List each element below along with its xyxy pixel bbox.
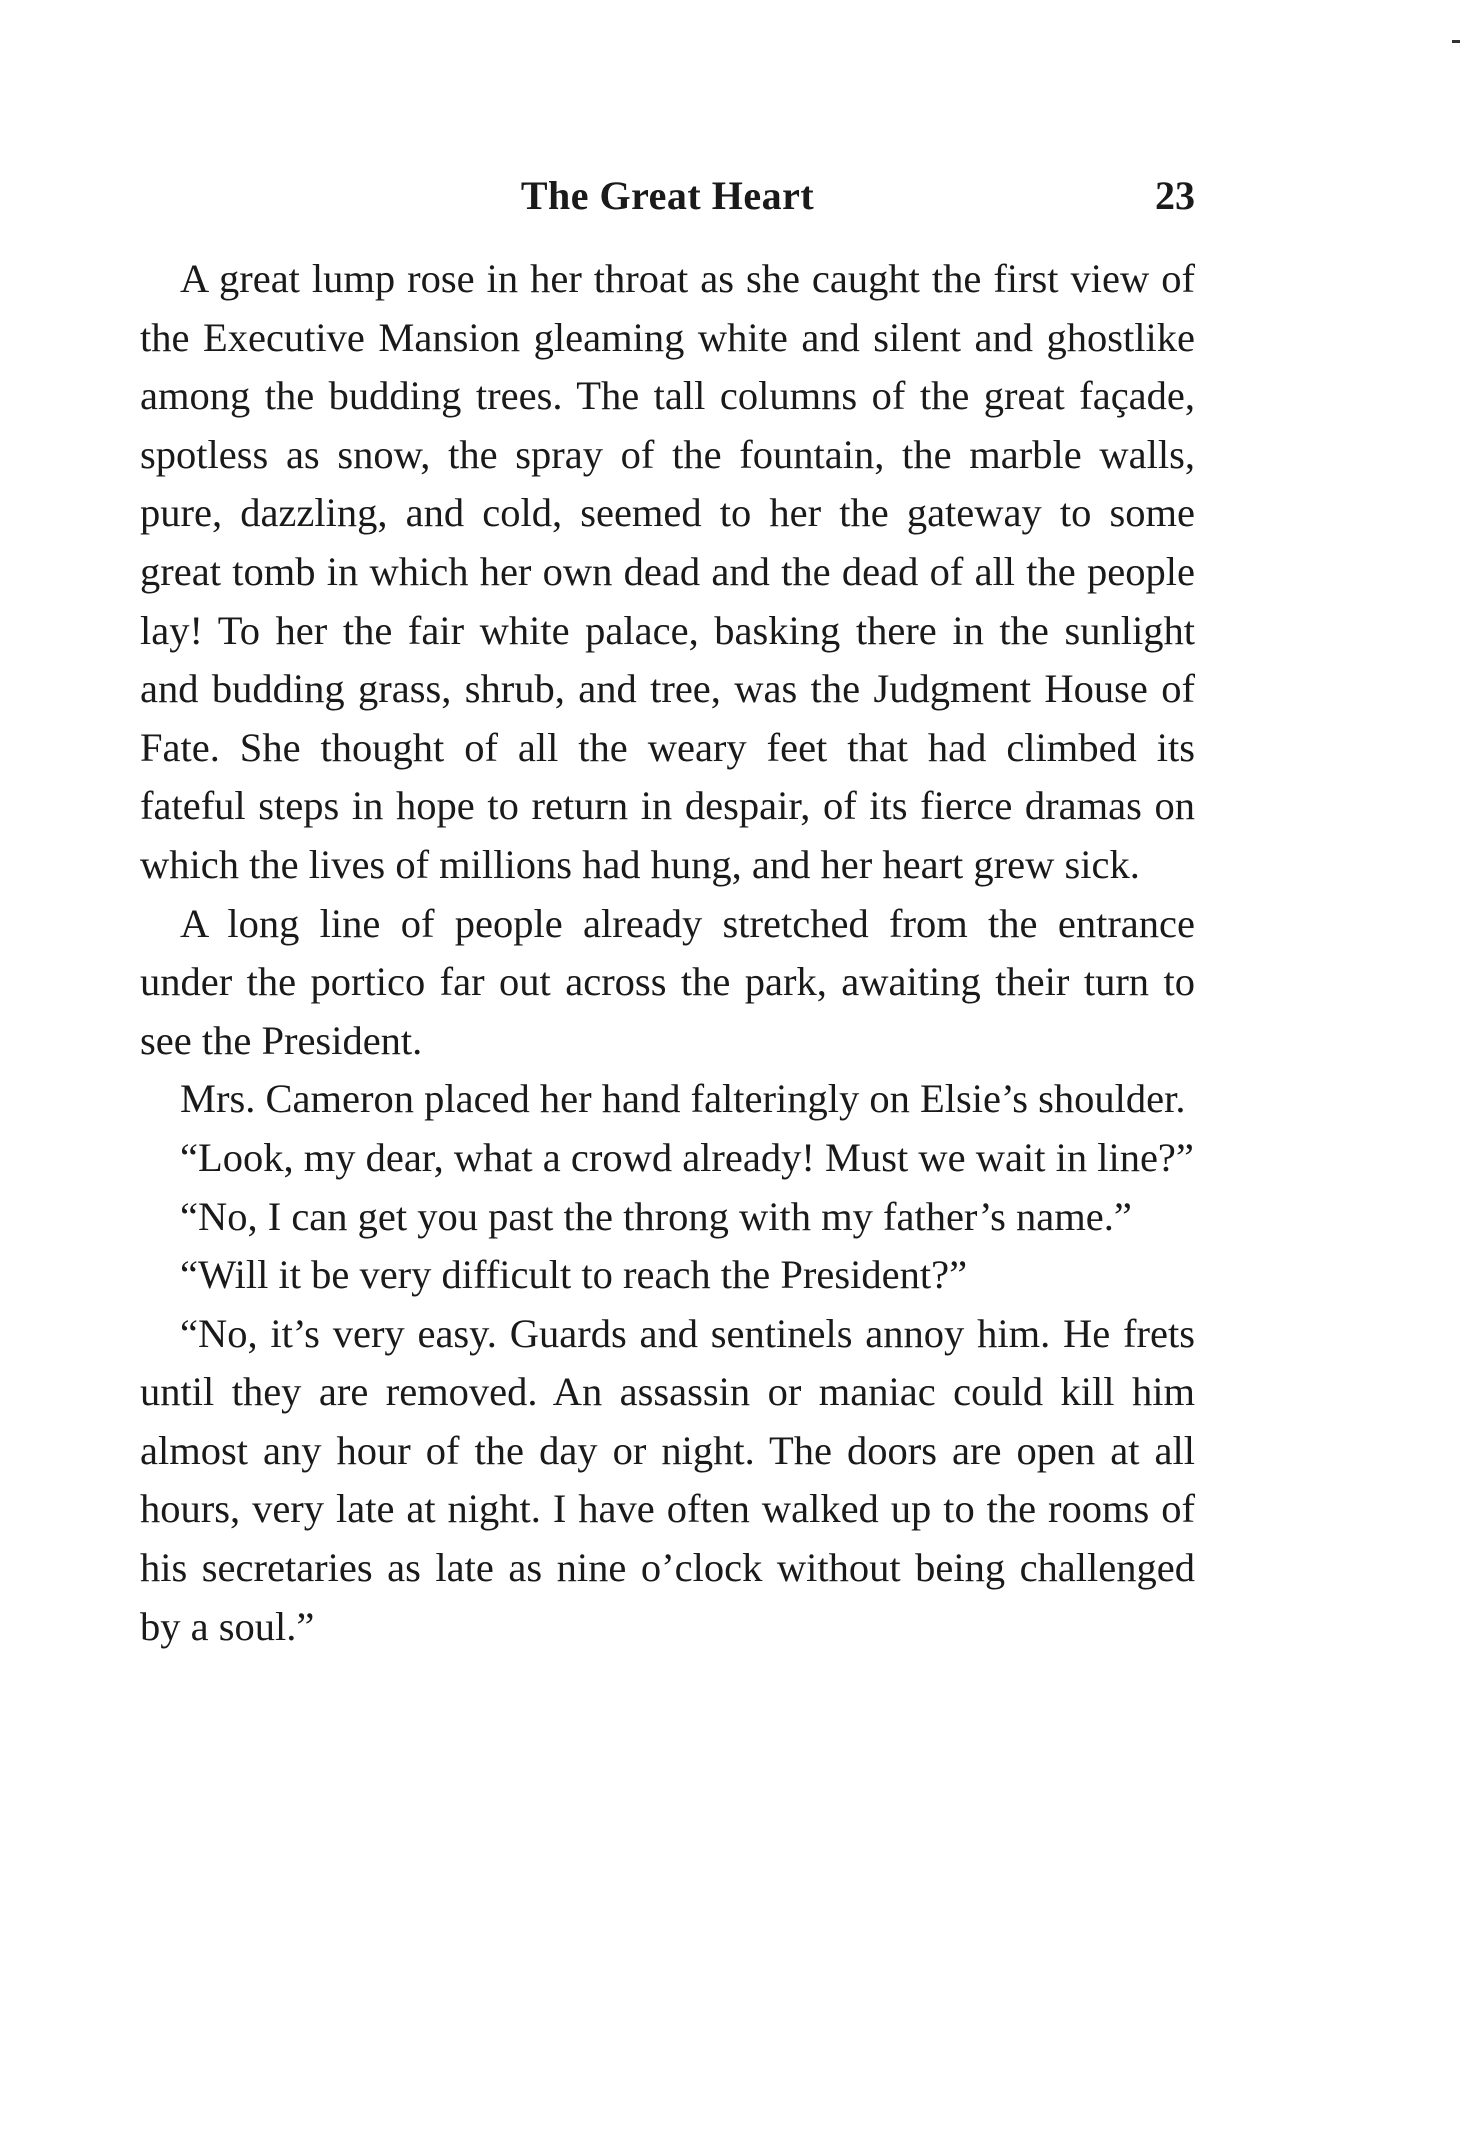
paragraph: Mrs. Cameron placed her hand falteringly on Elsie’s shoulder. xyxy=(180,1076,1186,1122)
page-header xyxy=(140,172,1195,232)
paragraph: “Look, my dear, what a crowd already! Must we wait in line?” xyxy=(180,1134,1194,1180)
scan-mark xyxy=(1452,40,1460,43)
paragraph: “No, it’s very easy. Guards and sentinels annoy him. He frets until they are removed. An assassin or maniac could kill him almost any hour of the day or night. The doors are open at all hours, very late at night. I have often walked up to the rooms of his secretaries as late as nine o’clock without being challenged by a soul.” xyxy=(140,1310,1195,1649)
paragraph: A long line of people already stretched from the entrance under the portico far out across the park, awaiting their turn to see the President. xyxy=(140,900,1195,1063)
paragraph: A great lump rose in her throat as she caught the first view of the Executive Mansion gleaming white and silent and ghostlike among the budding trees. The tall columns of the great façade, spotless as snow, the spray of the fountain, the marble walls, pure, dazzling, and cold, seemed to her the gateway to some great tomb in which her own dead and the dead of all the people lay! To her the fair white palace, basking there in the sunlight and budding grass, shrub, and tree, was the Judgment House of Fate. She thought of all the weary feet that had climbed its fateful steps in hope to return in despair, of its fierce dramas on which the lives of millions had hung, and her heart grew sick. xyxy=(140,256,1195,887)
page-number: 23 xyxy=(1155,173,1195,218)
paragraph: “Will it be very difficult to reach the President?” xyxy=(180,1252,968,1298)
body-text xyxy=(140,250,1195,1656)
running-title: The Great Heart xyxy=(520,173,815,218)
paragraph: “No, I can get you past the throng with my father’s name.” xyxy=(180,1193,1132,1239)
